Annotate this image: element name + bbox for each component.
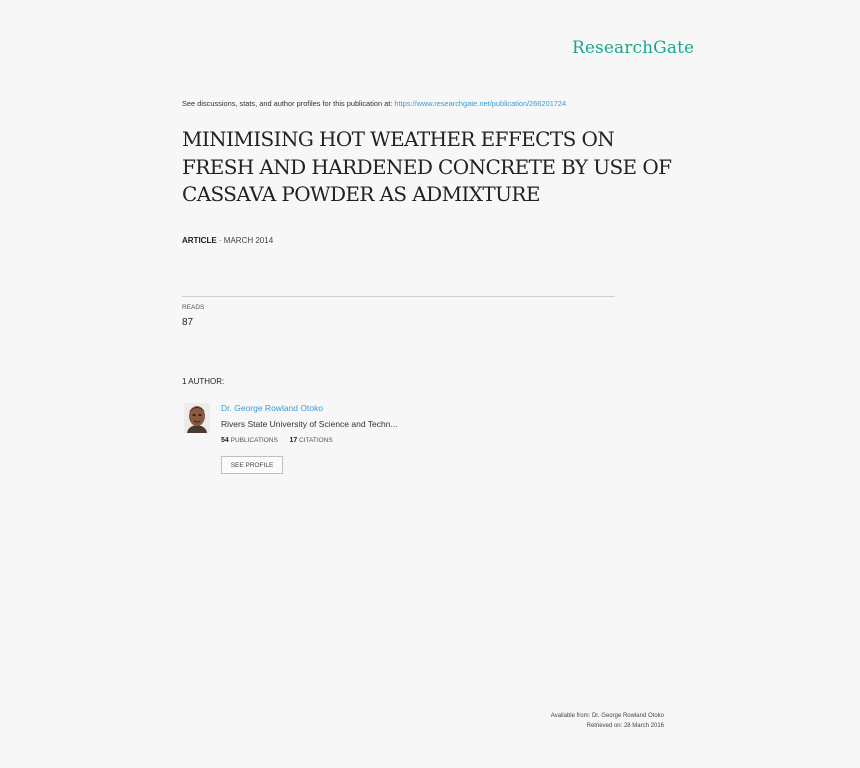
author-institution: Rivers State University of Science and Techn... [221,419,398,429]
author-name-link[interactable]: Dr. George Rowland Otoko [221,403,324,413]
author-photo-icon [184,403,210,433]
avatar[interactable] [184,403,210,433]
author-stats [221,437,333,444]
citations-label: CITATIONS [299,437,333,444]
reads-count: 87 [182,317,194,328]
article-type: ARTICLE [182,236,217,245]
see-line-prefix: See discussions, stats, and author profiles for this publication at: [182,99,393,108]
article-meta [182,236,273,245]
publications-count: 54 [221,437,229,444]
publications-label: PUBLICATIONS [230,437,278,444]
retrieved-on: Retrieved on: 28 March 2016 [586,723,664,729]
available-from: Available from: Dr. George Rowland Otoko [550,713,664,719]
article-date: · MARCH 2014 [218,236,274,245]
divider [182,296,615,297]
reads-label: READS [182,304,205,311]
page-title: MINIMISING HOT WEATHER EFFECTS ON FRESH AND HARDENED CONCRETE BY USE OF CASSAVA POWDER AS ADMIXTURE [182,127,672,206]
publication-link-line [182,99,566,108]
footer [551,711,664,731]
citations-count: 17 [289,437,298,444]
researchgate-logo[interactable]: ResearchGate [572,38,695,58]
publication-url-link[interactable]: https://www.researchgate.net/publication/266201724 [394,99,567,108]
authors-heading: 1 AUTHOR: [182,377,225,386]
see-profile-button[interactable]: SEE PROFILE [221,456,283,474]
